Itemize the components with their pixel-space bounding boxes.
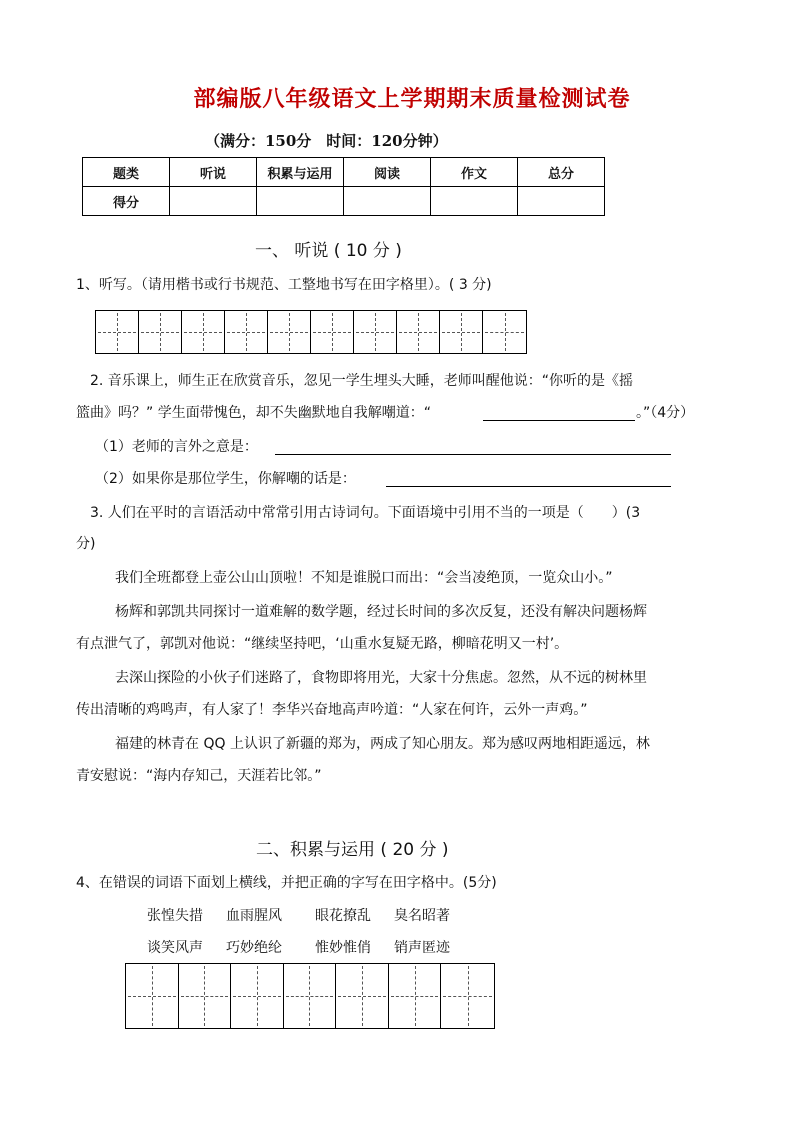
grid-cell[interactable] [231,964,284,1028]
grid-cell[interactable] [311,311,354,353]
grid-cell[interactable] [179,964,232,1028]
section-heading-accumulation: 二、积累与运用 ( 20 分 ) [256,840,449,860]
grid-cell[interactable] [440,311,483,353]
grid-guide-line [289,313,290,351]
score-header-cell: 总分 [518,158,605,187]
option-paragraph: 我们全班都登上壶公山山顶啦！不知是谁脱口而出：“会当凌绝顶，一览众山小。” [115,570,613,586]
score-table-header-row [83,158,605,187]
option-paragraph: 福建的林青在 QQ 上认识了新疆的郑为，两成了知心朋友。郑为感叹两地相距遥远，林 [115,736,650,752]
word-item[interactable]: 谈笑风声 [147,940,203,956]
question-3-line2: 分) [76,536,96,552]
grid-cell[interactable] [139,311,182,353]
grid-cell[interactable] [126,964,179,1028]
option-paragraph: 有点泄气了，郭凯对他说：“继续坚持吧，‘山重水复疑无路，柳暗花明又一村’。 [76,636,569,652]
grid-guide-line [505,313,506,351]
question-2-sub1: （1）老师的言外之意是： [95,439,258,455]
grid-guide-line [362,966,363,1026]
grid-cell[interactable] [96,311,139,353]
question-1: 1、听写。（请用楷书或行书规范、工整地书写在田字格里）。( 3 分) [76,277,492,293]
grid-guide-line [204,966,205,1026]
grid-cell[interactable] [284,964,337,1028]
score-input-cell[interactable] [344,187,431,216]
score-input-cell[interactable] [170,187,257,216]
score-input-cell[interactable] [518,187,605,216]
answer-blank[interactable] [483,419,635,421]
answer-blank[interactable] [275,453,671,455]
grid-guide-line [461,313,462,351]
grid-guide-line [257,966,258,1026]
score-header-cell: 阅读 [344,158,431,187]
page-title: 部编版八年级语文上学期期末质量检测试卷 [193,86,631,112]
word-item[interactable]: 巧妙绝纶 [226,940,282,956]
grid-guide-line [332,313,333,351]
grid-cell[interactable] [336,964,389,1028]
score-table [82,157,605,216]
option-paragraph: 传出清晰的鸡鸣声，有人家了！李华兴奋地高声吟道：“人家在何许，云外一声鸡。” [76,702,588,718]
correction-grid[interactable] [125,963,495,1029]
question-2-sub2: （2）如果你是那位学生，你解嘲的话是： [95,471,356,487]
score-header-cell: 题类 [83,158,170,187]
grid-cell[interactable] [268,311,311,353]
question-2-line1: 2. 音乐课上，师生正在欣赏音乐，忽见一学生埋头大睡，老师叫醒他说：“你听的是《摇 [90,373,634,389]
grid-guide-line [203,313,204,351]
grid-cell[interactable] [182,311,225,353]
grid-guide-line [160,313,161,351]
word-item[interactable]: 血雨腥风 [226,908,282,924]
word-item[interactable]: 销声匿迹 [394,940,450,956]
grid-guide-line [375,313,376,351]
answer-blank[interactable] [386,485,671,487]
word-item[interactable]: 张惶失措 [147,908,203,924]
grid-guide-line [117,313,118,351]
exam-info: （满分：150分 时间：120分钟） [205,132,448,150]
score-label-cell: 得分 [83,187,170,216]
word-item[interactable]: 臭名昭著 [394,908,450,924]
score-table-score-row [83,187,605,216]
grid-cell[interactable] [483,311,526,353]
grid-cell[interactable] [225,311,268,353]
question-4: 4、在错误的词语下面划上横线，并把正确的字写在田字格中。(5分) [76,875,497,891]
grid-guide-line [246,313,247,351]
score-input-cell[interactable] [431,187,518,216]
score-input-cell[interactable] [257,187,344,216]
section-heading-listening: 一、 听说 ( 10 分 ) [255,241,402,261]
score-header-cell: 作文 [431,158,518,187]
option-paragraph: 杨辉和郭凯共同探讨一道难解的数学题，经过长时间的多次反复，还没有解决问题杨辉 [115,604,647,620]
grid-guide-line [309,966,310,1026]
grid-guide-line [468,966,469,1026]
question-3-line1: 3. 人们在平时的言语活动中常常引用古诗词句。下面语境中引用不当的一项是（ ）(3 [90,505,641,521]
grid-guide-line [415,966,416,1026]
score-header-cell: 积累与运用 [257,158,344,187]
option-paragraph: 青安慰说：“海内存知己，天涯若比邻。” [76,768,322,784]
grid-cell[interactable] [354,311,397,353]
option-paragraph: 去深山探险的小伙子们迷路了，食物即将用光，大家十分焦虑。忽然，从不远的树林里 [115,670,647,686]
score-header-cell: 听说 [170,158,257,187]
grid-guide-line [418,313,419,351]
question-2-line2: 篮曲》吗？” 学生面带愧色，却不失幽默地自我解嘲道：“ [76,405,431,421]
grid-cell[interactable] [441,964,494,1028]
word-item[interactable]: 眼花撩乱 [315,908,371,924]
grid-cell[interactable] [397,311,440,353]
dictation-grid[interactable] [95,310,527,354]
grid-cell[interactable] [389,964,442,1028]
question-2-points: 。”（4分） [636,405,695,421]
word-item[interactable]: 惟妙惟俏 [315,940,371,956]
grid-guide-line [152,966,153,1026]
